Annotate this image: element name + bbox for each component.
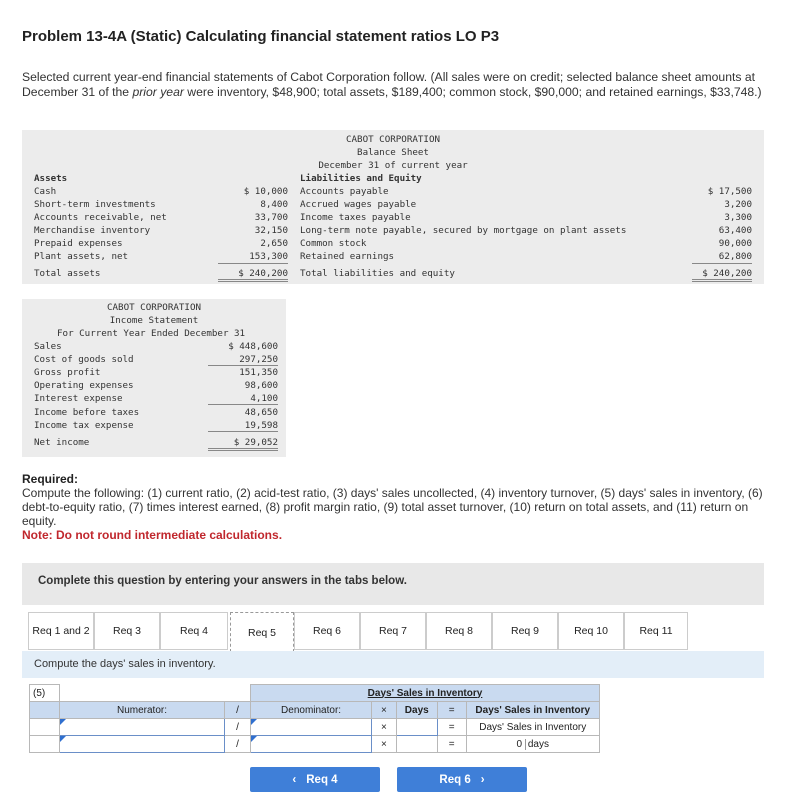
liability-value: $ 17,500 xyxy=(707,186,752,197)
tab-req-7[interactable]: Req 7 xyxy=(360,612,426,650)
numerator-header: Numerator: xyxy=(60,702,225,719)
tab-req-10[interactable]: Req 10 xyxy=(558,612,624,650)
asset-label: Short-term investments xyxy=(34,199,156,210)
days-sales-worksheet xyxy=(29,684,600,753)
is-row-value: $ 448,600 xyxy=(228,341,278,352)
asset-value: $ 10,000 xyxy=(243,186,288,197)
bs-date: December 31 of current year xyxy=(318,160,468,171)
tab-req-1-2[interactable]: Req 1 and 2 xyxy=(28,612,94,650)
required-note: Note: Do not round intermediate calculations. xyxy=(22,528,283,542)
bs-title: Balance Sheet xyxy=(357,147,429,158)
result-label: Days' Sales in Inventory xyxy=(466,719,599,736)
is-row-label: Interest expense xyxy=(34,393,123,404)
tab-req-8[interactable]: Req 8 xyxy=(426,612,492,650)
total-assets-value: $ 240,200 xyxy=(218,268,288,282)
asset-label: Merchandise inventory xyxy=(34,225,151,236)
net-income-value: $ 29,052 xyxy=(208,437,278,451)
equals-header: = xyxy=(437,702,466,719)
problem-intro: Selected current year-end financial statements of Cabot Corporation follow. (All sales were on credit; selected balance sheet amounts at December 31 of the prior year were inventory, $48,900; total assets, $189,400; common stock, $90,000; and retained earnings, $33,748.) xyxy=(22,70,762,99)
asset-label: Prepaid expenses xyxy=(34,238,123,249)
is-row-value: 48,650 xyxy=(244,407,278,418)
liability-value: 3,300 xyxy=(724,212,752,223)
tab-req-11[interactable]: Req 11 xyxy=(624,612,688,650)
next-label: Req 6 xyxy=(439,773,471,786)
is-row-value: 98,600 xyxy=(244,380,278,391)
asset-label: Plant assets, net xyxy=(34,251,129,262)
liability-value: 62,800 xyxy=(692,251,752,264)
asset-value: 8,400 xyxy=(260,199,288,210)
total-liab-value: $ 240,200 xyxy=(692,268,752,282)
chevron-left-icon: ‹ xyxy=(292,773,297,786)
liability-label: Long-term note payable, secured by mortgage on plant assets xyxy=(300,225,627,236)
is-row-value: 4,100 xyxy=(208,393,278,405)
asset-value: 153,300 xyxy=(218,251,288,264)
is-period: For Current Year Ended December 31 xyxy=(57,328,246,339)
liability-value: 63,400 xyxy=(718,225,752,236)
income-statement xyxy=(22,299,286,457)
is-row-label: Cost of goods sold xyxy=(34,354,134,365)
asset-value: 32,150 xyxy=(254,225,288,236)
slash-header: / xyxy=(225,702,251,719)
liability-label: Income taxes payable xyxy=(300,212,411,223)
prev-button[interactable] xyxy=(250,767,380,792)
is-row-value: 297,250 xyxy=(208,354,278,366)
total-assets-label: Total assets xyxy=(34,268,101,279)
liab-header: Liabilities and Equity xyxy=(300,173,422,184)
liability-label: Accounts payable xyxy=(300,186,389,197)
next-button[interactable] xyxy=(397,767,527,792)
asset-value: 33,700 xyxy=(254,212,288,223)
total-liab-label: Total liabilities and equity xyxy=(300,268,455,279)
is-row-label: Operating expenses xyxy=(34,380,134,391)
result-value-cell xyxy=(466,736,599,753)
times: × xyxy=(372,719,397,736)
page-title: Problem 13-4A (Static) Calculating financial statement ratios LO P3 xyxy=(22,28,500,45)
liability-value: 3,200 xyxy=(724,199,752,210)
is-title: Income Statement xyxy=(109,315,199,326)
liability-label: Common stock xyxy=(300,238,367,249)
slash: / xyxy=(225,736,251,753)
required-text: Compute the following: (1) current ratio, (2) acid-test ratio, (3) days' sales uncollected, (4) inventory turnover, (5) days' sales in inventory, (6) debt-to-equity ratio, (7) times interest earned, (8) profit margin ratio, (9) total asset turnover, (10) return on total assets, and (11) return on equity. xyxy=(22,486,763,528)
numerator-input-2[interactable] xyxy=(60,736,225,753)
asset-label: Cash xyxy=(34,186,57,197)
is-row-label: Income tax expense xyxy=(34,420,134,431)
balance-sheet xyxy=(22,130,764,284)
bs-company: CABOT CORPORATION xyxy=(345,134,441,145)
asset-label: Accounts receivable, net xyxy=(34,212,167,223)
denominator-input-1[interactable] xyxy=(251,719,372,736)
is-row-label: Gross profit xyxy=(34,367,101,378)
tab-req-6[interactable]: Req 6 xyxy=(294,612,360,650)
row-label: (5) xyxy=(30,685,60,702)
slash: / xyxy=(225,719,251,736)
instruction-text: Complete this question by entering your answers in the tabs below. xyxy=(38,575,407,587)
required-section xyxy=(22,472,774,542)
times-header: × xyxy=(372,702,397,719)
liability-value: 90,000 xyxy=(718,238,752,249)
equals: = xyxy=(437,719,466,736)
is-row-label: Sales xyxy=(34,341,62,352)
is-company: CABOT CORPORATION xyxy=(106,302,202,313)
result-header: Days' Sales in Inventory xyxy=(466,702,599,719)
tab-req-9[interactable]: Req 9 xyxy=(492,612,558,650)
prev-label: Req 4 xyxy=(306,773,338,786)
is-row-value: 19,598 xyxy=(208,420,278,432)
assets-header: Assets xyxy=(34,173,68,184)
denominator-input-2[interactable] xyxy=(251,736,372,753)
tab-req-3[interactable]: Req 3 xyxy=(94,612,160,650)
tab-req-4[interactable]: Req 4 xyxy=(160,612,228,650)
worksheet-title: Days' Sales in Inventory xyxy=(251,685,600,702)
liability-label: Accrued wages payable xyxy=(300,199,417,210)
is-row-value: 151,350 xyxy=(239,367,278,378)
days-header: Days xyxy=(396,702,437,719)
liability-label: Retained earnings xyxy=(300,251,395,262)
is-row-label: Income before taxes xyxy=(34,407,140,418)
tab-req-5[interactable]: Req 5 xyxy=(230,612,294,652)
chevron-right-icon: › xyxy=(480,773,485,786)
net-income-label: Net income xyxy=(34,437,90,448)
result-unit: days xyxy=(525,739,549,750)
denominator-header: Denominator: xyxy=(251,702,372,719)
times: × xyxy=(372,736,397,753)
required-heading: Required: xyxy=(22,472,79,486)
equals: = xyxy=(437,736,466,753)
numerator-input-1[interactable] xyxy=(60,719,225,736)
result-value: 0 xyxy=(516,738,523,750)
days-input-1[interactable] xyxy=(396,719,437,736)
hint-text: Compute the days' sales in inventory. xyxy=(34,658,216,670)
asset-value: 2,650 xyxy=(260,238,288,249)
